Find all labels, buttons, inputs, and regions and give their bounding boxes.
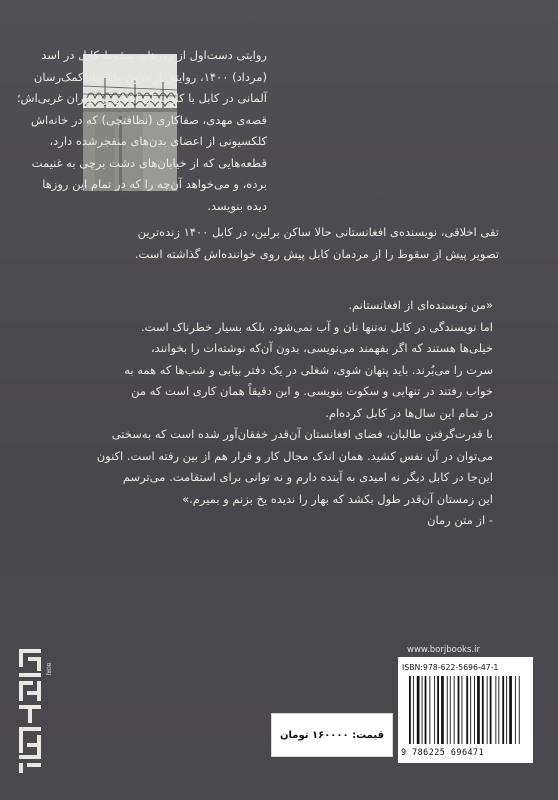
blurb-line: روایتی دست‌اول از روزهای سقوط کابل در اسد [41, 48, 267, 62]
barcode-stripe [417, 676, 420, 744]
barcode-stripe [434, 676, 435, 744]
borj-logo [18, 647, 50, 775]
price-tag [271, 713, 393, 757]
blurb-line: (مرداد) ۱۴۰۰، روایتی از درون یک نهاد کمک‌رسان [33, 69, 267, 84]
barcode-stripe [498, 676, 499, 744]
quote-line: این‌جا در کابل دیگر نه امیدی به آینده دارم و نه توانی برای استقامت. می‌ترسم [122, 470, 493, 484]
barcode-stripe [462, 676, 463, 744]
blurb-line: دیده بنویسد. [207, 198, 267, 213]
barcode-stripe [437, 676, 439, 744]
barcode-stripe [506, 676, 507, 744]
quote-line: خیلی‌ها هستند که اگر بفهمند می‌نویسی، بدون آن‌که نوشته‌ات را بخوانند، [150, 341, 493, 355]
barcode-stripe [477, 676, 480, 744]
barcode-stripe [441, 676, 444, 744]
barcode-stripe [474, 676, 475, 744]
blurb-line: قطعه‌هایی که از خیابان‌های دشت برچی به غنیمت [31, 155, 267, 170]
quote-line: سرت را می‌بُرند. باید پنهان شوی، شغلی در یک دفتر بیابی و شب‌ها که همه به [124, 362, 493, 377]
blurb-line: قصه‌ی مهدی، صفاکاری (نظافتچی) که در خانه‌اش [30, 112, 267, 127]
blurb-paragraph-1 [16, 45, 267, 217]
barcode-digits: 9 786225 696471 [401, 747, 485, 757]
quote-line: می‌توان در آن نفس کشید. همان اندک مجال کار و قرار هم از بین رفته است. اکنون [96, 448, 493, 463]
barcode-stripe [413, 676, 414, 744]
quote-line: با قدرت‌گرفتن طالبان، فضای افغانستان آن‌قدر خفقان‌آور شده است که به‌سختی [111, 427, 493, 441]
logo-wordmark: BORJ [45, 663, 51, 676]
blurb-line: تصویر پیش از سقوط را از مردمان کابل پیش روی خواننده‌اش گذاشته است. [134, 246, 499, 261]
blurb-paragraph-2 [29, 222, 499, 265]
barcode-stripe [487, 676, 488, 744]
quote-line: در تمام این سال‌ها در کابل کرده‌ام. [325, 405, 493, 420]
barcode-stripe [509, 676, 512, 744]
quote-credit: - از متن رمان [427, 513, 493, 527]
barcode-stripe [466, 676, 468, 744]
barcode-stripe [454, 676, 455, 744]
barcode-stripe [447, 676, 448, 744]
blurb-line: کلکسیونی از اعضای بدن‌های منفجرشده دارد، [49, 134, 267, 148]
barcode-stripe [425, 676, 427, 744]
barcode-stripe [458, 676, 460, 744]
quote-line: اما نویسندگی در کابل نه‌تنها نان و آب نمی‌شود، بلکه بسیار خطرناک است. [140, 319, 493, 334]
novel-quote [53, 295, 493, 532]
barcode-bars [409, 676, 521, 744]
price-label: قیمت: ۱۶۰۰۰۰ تومان [279, 729, 385, 741]
barcode-label [398, 657, 533, 763]
publisher-website[interactable]: www.borjbooks.ir [407, 645, 480, 655]
barcode-stripe [450, 676, 451, 744]
blurb-line: آلمانی در کابل با کارمندان افغان و مدیران غربی‌اش؛ [16, 91, 267, 105]
quote-line: خواب رفتند در تنهایی و سکوت بنویسی. و این دقیقاً همان کاری است که من [131, 384, 493, 398]
isbn-number: ISBN:978-622-5696-47-1 [402, 663, 499, 672]
barcode-stripe [490, 676, 492, 744]
barcode-stripe [409, 676, 411, 744]
blurb-line: برده، و می‌خواهد آن‌چه را که در تمام این روزها [42, 177, 267, 191]
barcode-stripe [470, 676, 471, 744]
barcode-stripe [482, 676, 484, 744]
barcode-stripe [519, 676, 520, 744]
blurb-line: تقی اخلاقی، نویسنده‌ی افغانستانی حالا ساکن برلین، در کابل ۱۴۰۰ زنده‌ترین [137, 225, 499, 239]
barcode-stripe [515, 676, 516, 744]
barcode-stripe [429, 676, 430, 744]
quote-line: این زمستان آن‌قدر طول بکشد که بهار را ندیده یخ بزنم و بمیرم.» [182, 491, 493, 506]
barcode-stripe [502, 676, 504, 744]
quote-line: «من نویسنده‌ای از افغانستانم. [348, 298, 493, 312]
barcode-stripe [422, 676, 423, 744]
barcode-stripe [495, 676, 496, 744]
